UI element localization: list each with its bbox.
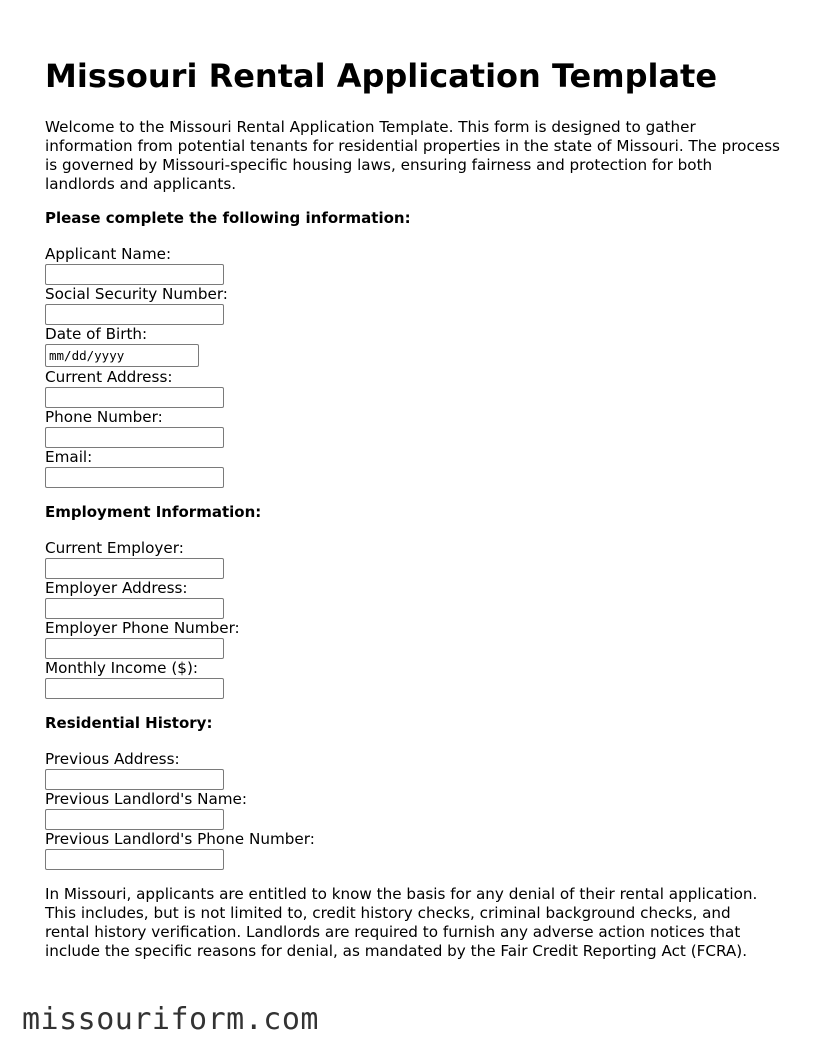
previous-address-input[interactable] — [45, 769, 224, 790]
phone-number-field — [45, 408, 224, 448]
current-employer-field — [45, 539, 224, 579]
previous-landlord-phone-field — [45, 830, 315, 870]
ssn-input[interactable] — [45, 304, 224, 325]
previous-landlord-phone-input[interactable] — [45, 849, 224, 870]
employer-phone-field — [45, 619, 240, 659]
previous-address-field — [45, 750, 224, 790]
employment-info-heading: Employment Information: — [45, 503, 262, 521]
phone-number-input[interactable] — [45, 427, 224, 448]
current-address-input[interactable] — [45, 387, 224, 408]
intro-paragraph: Welcome to the Missouri Rental Application Template. This form is designed to gather information from potential tenants for residential properties in the state of Missouri. The process is governed by Missouri-specific housing laws, ensuring fairness and protection for both landlords and applicants. — [45, 118, 780, 193]
current-employer-label: Current Employer: — [45, 539, 184, 557]
employer-phone-label: Employer Phone Number: — [45, 619, 240, 637]
employer-address-label: Employer Address: — [45, 579, 188, 597]
current-employer-input[interactable] — [45, 558, 224, 579]
phone-number-label: Phone Number: — [45, 408, 163, 426]
ssn-label: Social Security Number: — [45, 285, 228, 303]
applicant-name-field — [45, 245, 224, 285]
date-of-birth-field — [45, 325, 199, 367]
employer-address-input[interactable] — [45, 598, 224, 619]
previous-landlord-name-field — [45, 790, 247, 830]
date-of-birth-input[interactable] — [45, 344, 199, 367]
monthly-income-input[interactable] — [45, 678, 224, 699]
site-watermark: missouriform.com — [22, 1002, 319, 1037]
date-of-birth-label: Date of Birth: — [45, 325, 148, 343]
applicant-name-label: Applicant Name: — [45, 245, 172, 263]
personal-info-heading: Please complete the following information: — [45, 209, 411, 227]
residential-history-heading: Residential History: — [45, 714, 213, 732]
applicant-name-input[interactable] — [45, 264, 224, 285]
email-label: Email: — [45, 448, 93, 466]
email-field — [45, 448, 224, 488]
previous-address-label: Previous Address: — [45, 750, 180, 768]
previous-landlord-name-label: Previous Landlord's Name: — [45, 790, 248, 808]
employer-phone-input[interactable] — [45, 638, 224, 659]
page-title: Missouri Rental Application Template — [45, 57, 718, 95]
email-input[interactable] — [45, 467, 224, 488]
current-address-field — [45, 368, 224, 408]
previous-landlord-phone-label: Previous Landlord's Phone Number: — [45, 830, 315, 848]
monthly-income-label: Monthly Income ($): — [45, 659, 198, 677]
current-address-label: Current Address: — [45, 368, 173, 386]
ssn-field — [45, 285, 228, 325]
monthly-income-field — [45, 659, 224, 699]
employer-address-field — [45, 579, 224, 619]
denial-notice-paragraph: In Missouri, applicants are entitled to know the basis for any denial of their rental application. This includes, but is not limited to, credit history checks, criminal background checks, and rental history verification. Landlords are required to furnish any adverse action notices that include the specific reasons for denial, as mandated by the Fair Credit Reporting Act (FCRA). — [45, 885, 758, 960]
previous-landlord-name-input[interactable] — [45, 809, 224, 830]
